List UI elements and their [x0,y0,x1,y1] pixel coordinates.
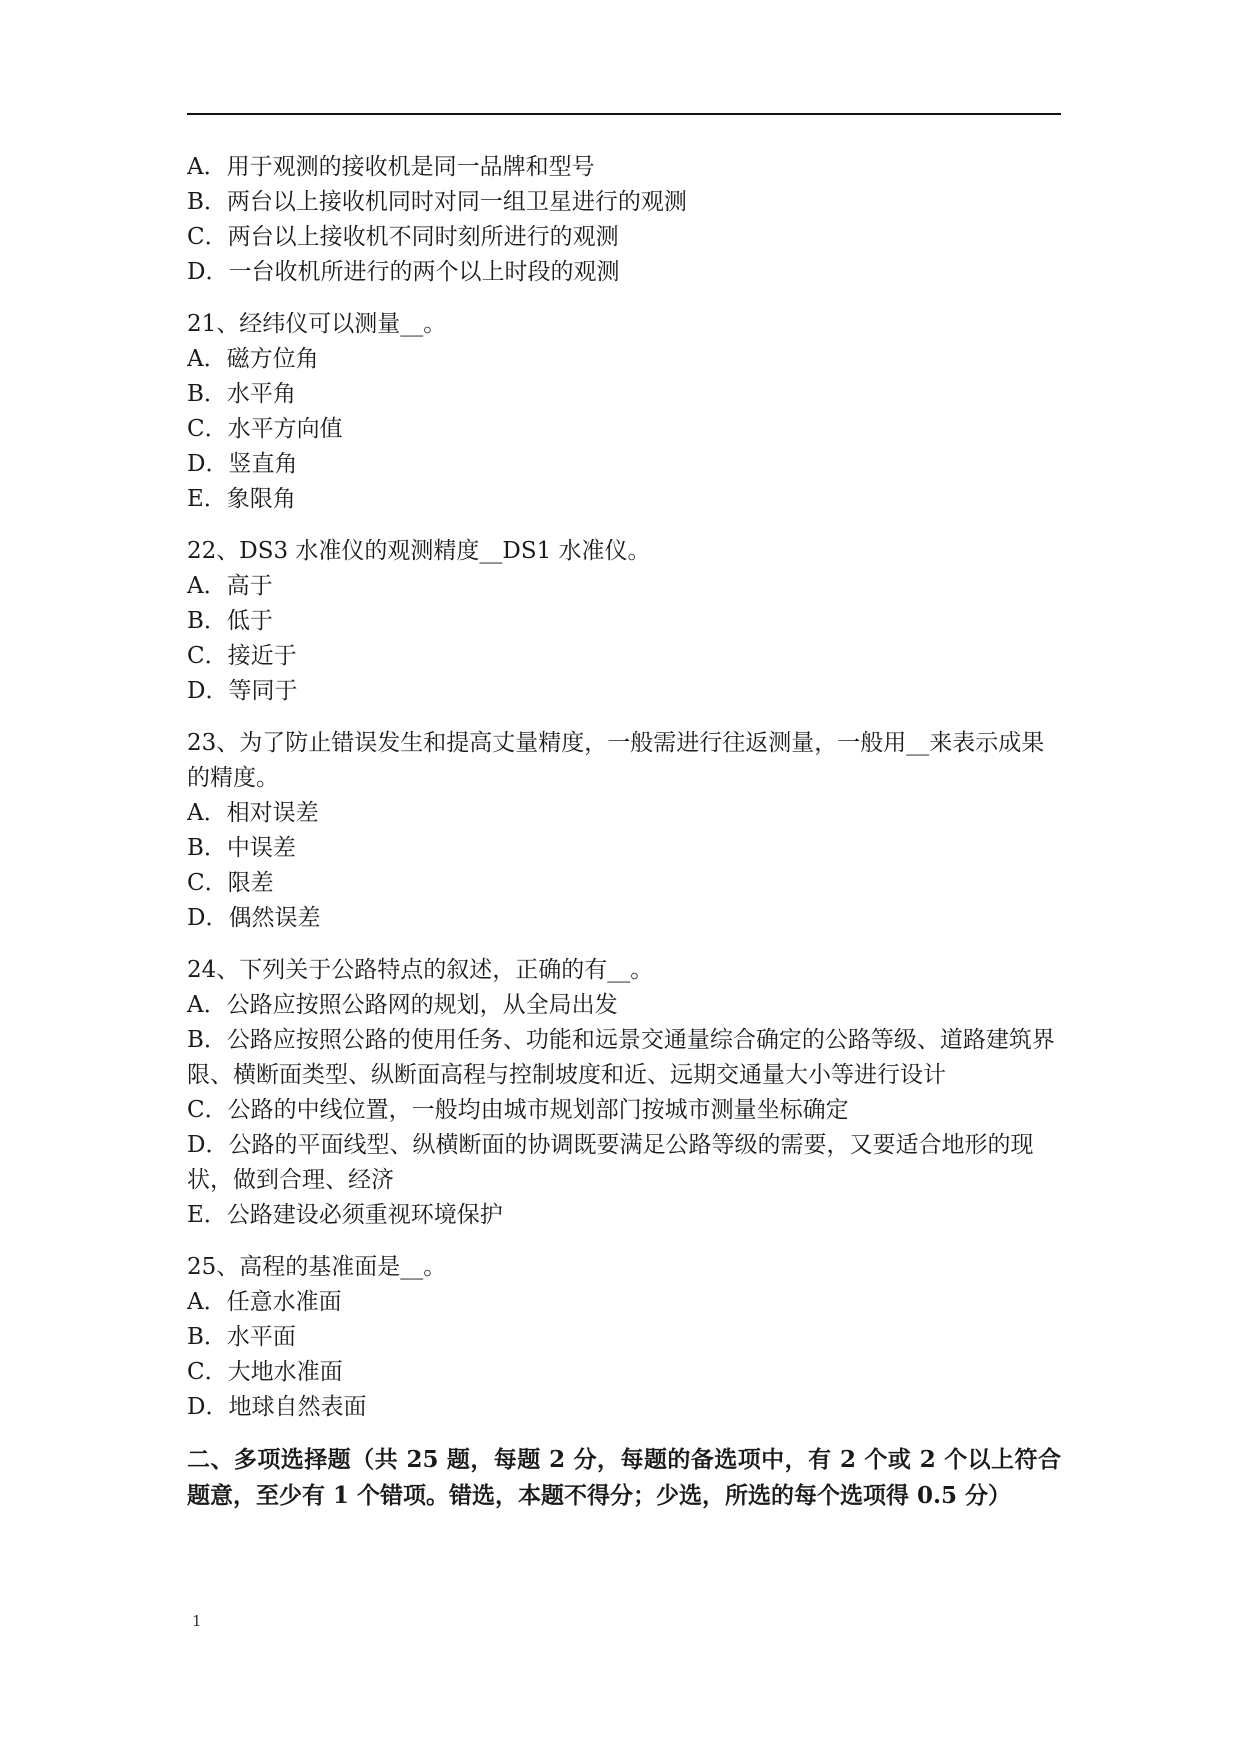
question-24 [187,953,1061,1233]
q20-option-c: C．两台以上接收机不同时刻所进行的观测 [187,224,619,250]
q23-option-b: B．中误差 [187,835,296,861]
q25-option-c: C．大地水准面 [187,1359,343,1385]
q25-option-b: B．水平面 [187,1324,296,1350]
q20-option-d: D．一台收机所进行的两个以上时段的观测 [187,259,620,285]
question-21 [187,307,1061,517]
page-number: 1 [192,1612,202,1630]
q25-stem: 25、高程的基准面是__。 [187,1254,447,1280]
q24-option-d: D．公路的平面线型、纵横断面的协调既要满足公路等级的需要，又要适合地形的现状，做到合理、经济 [187,1132,1034,1193]
header-rule [187,113,1061,115]
question-25 [187,1250,1061,1425]
question-23 [187,726,1061,936]
q20-options [187,150,1061,290]
section-2-heading: 二、多项选择题（共 25 题，每题 2 分，每题的备选项中，有 2 个或 2 个以上符合题意，至少有 1 个错项。错选，本题不得分；少选，所选的每个选项得 0.5 分） [187,1446,1061,1509]
q21-option-a: A．磁方位角 [187,346,319,372]
q20-option-a: A．用于观测的接收机是同一品牌和型号 [187,154,595,180]
q24-option-e: E．公路建设必须重视环境保护 [187,1202,503,1228]
q21-option-e: E．象限角 [187,486,296,512]
q25-option-d: D．地球自然表面 [187,1394,367,1420]
q21-option-b: B．水平角 [187,381,296,407]
q23-option-a: A．相对误差 [187,800,319,826]
q24-option-b: B．公路应按照公路的使用任务、功能和远景交通量综合确定的公路等级、道路建筑界限、横断面类型、纵断面高程与控制坡度和近、远期交通量大小等进行设计 [187,1027,1055,1088]
q22-option-a: A．高于 [187,573,273,599]
question-22 [187,534,1061,709]
q21-stem: 21、经纬仪可以测量__。 [187,311,447,337]
q21-option-c: C．水平方向值 [187,416,343,442]
q22-option-b: B．低于 [187,608,273,634]
q20-option-b: B．两台以上接收机同时对同一组卫星进行的观测 [187,189,687,215]
q23-stem: 23、为了防止错误发生和提高丈量精度，一般需进行往返测量，一般用__来表示成果的精度。 [187,730,1045,791]
q21-option-d: D．竖直角 [187,451,298,477]
q24-option-c: C．公路的中线位置，一般均由城市规划部门按城市测量坐标确定 [187,1097,849,1123]
q22-option-c: C．接近于 [187,643,297,669]
q23-option-c: C．限差 [187,870,274,896]
q24-option-a: A．公路应按照公路网的规划，从全局出发 [187,992,618,1018]
q22-stem: 22、DS3 水准仪的观测精度__DS1 水准仪。 [187,538,651,564]
q24-stem: 24、下列关于公路特点的叙述，正确的有__。 [187,957,654,983]
page-content [187,150,1061,1514]
q23-option-d: D．偶然误差 [187,905,321,931]
q25-option-a: A．任意水准面 [187,1289,342,1315]
q22-option-d: D．等同于 [187,678,298,704]
